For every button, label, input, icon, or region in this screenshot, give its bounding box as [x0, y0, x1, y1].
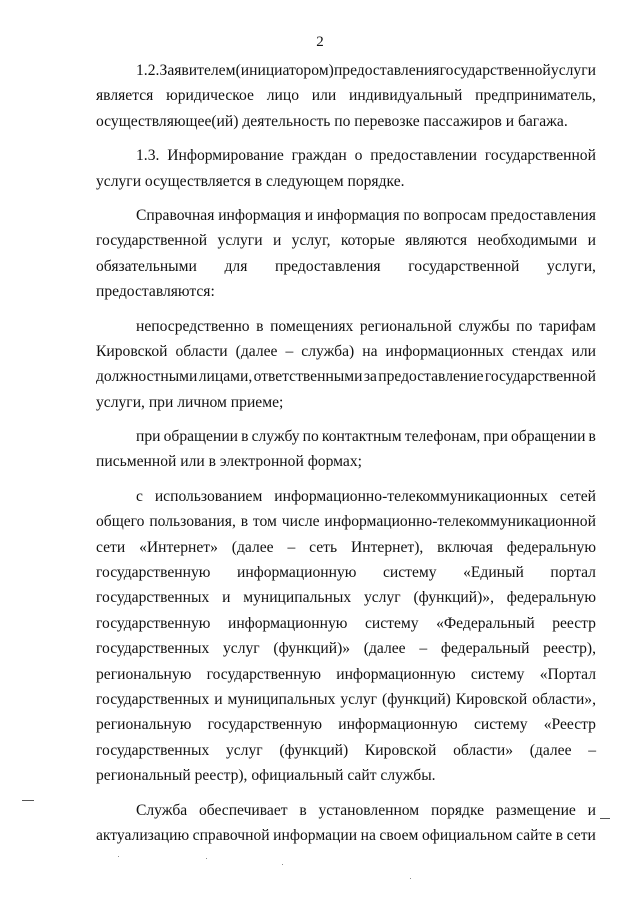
text-line: государственной услуги и услуг, которые являются необходимыми и	[96, 232, 596, 250]
text-line: региональный реестр), официальный сайт службы.	[96, 767, 436, 785]
text-line: услуги осуществляется в следующем порядке.	[96, 172, 405, 190]
text-line: государственных и муниципальных услуг (функций)», федеральную	[96, 589, 596, 607]
text-line: государственных услуг (функций) Кировской области» (далее –	[96, 741, 596, 759]
text-line: предоставляются:	[96, 283, 215, 301]
text-line: Кировской области (далее – служба) на информационных стендах или	[96, 342, 596, 360]
text-line: 1.2. Заявителем (инициатором) предоставления государственной услуги	[136, 62, 596, 79]
text-line: государственную информационную систему «Федеральный реестр	[96, 614, 596, 632]
paragraph-gap	[96, 134, 596, 143]
paragraph-gap	[96, 475, 596, 484]
text-line: государственных услуг (функций)» (далее – федеральный реестр),	[96, 640, 596, 658]
text-line: общего пользования, в том числе информационно-телекоммуникационной	[96, 513, 596, 531]
text-line: государственных и муниципальных услуг (функций) Кировской области»,	[96, 690, 596, 708]
text-line: с использованием информационно-телекоммуникационных сетей	[136, 487, 596, 505]
paragraph-gap	[96, 305, 596, 314]
scan-dot	[282, 864, 283, 865]
paragraph-gap	[96, 789, 596, 798]
text-line: непосредственно в помещениях региональной службы по тарифам	[136, 317, 596, 335]
paragraph-gap	[96, 194, 596, 203]
text-line: региональную государственную информационную систему «Портал	[96, 665, 596, 683]
text-line: должностными лицами, ответственными за предоставление государственной	[96, 368, 596, 386]
text-line: государственную информационную систему «Единый портал	[96, 564, 596, 582]
text-line: Справочная информация и информация по вопросам предоставления	[136, 206, 596, 224]
text-line: письменной или в электронной формах;	[96, 453, 362, 471]
text-line: осуществляющее(ий) деятельность по перевозке пассажиров и багажа.	[96, 112, 568, 130]
text-line: обязательными для предоставления государственной услуги,	[96, 257, 596, 275]
text-line: сети «Интернет» (далее – сеть Интернет), включая федеральную	[96, 538, 596, 556]
text-line: является юридическое лицо или индивидуальный предприниматель,	[96, 87, 596, 105]
text-line: 1.3. Информирование граждан о предоставлении государственной	[136, 147, 596, 165]
text-line: региональную государственную информационную систему «Реестр	[96, 716, 596, 734]
scan-mark	[22, 800, 34, 801]
paragraph-gap	[96, 415, 596, 424]
scan-dot	[206, 858, 207, 859]
text-line: Служба обеспечивает в установленном порядке размещение и	[136, 801, 596, 819]
text-line: актуализацию справочной информации на своем официальном сайте в сети	[96, 826, 596, 844]
scan-dot	[410, 878, 411, 879]
scan-mark	[600, 818, 610, 819]
text-line: услуги, при личном приеме;	[96, 393, 284, 411]
scan-dot	[118, 856, 119, 857]
document-body	[96, 58, 596, 848]
text-line: при обращении в службу по контактным телефонам, при обращении в	[136, 428, 596, 446]
page-number: 2	[316, 34, 324, 50]
